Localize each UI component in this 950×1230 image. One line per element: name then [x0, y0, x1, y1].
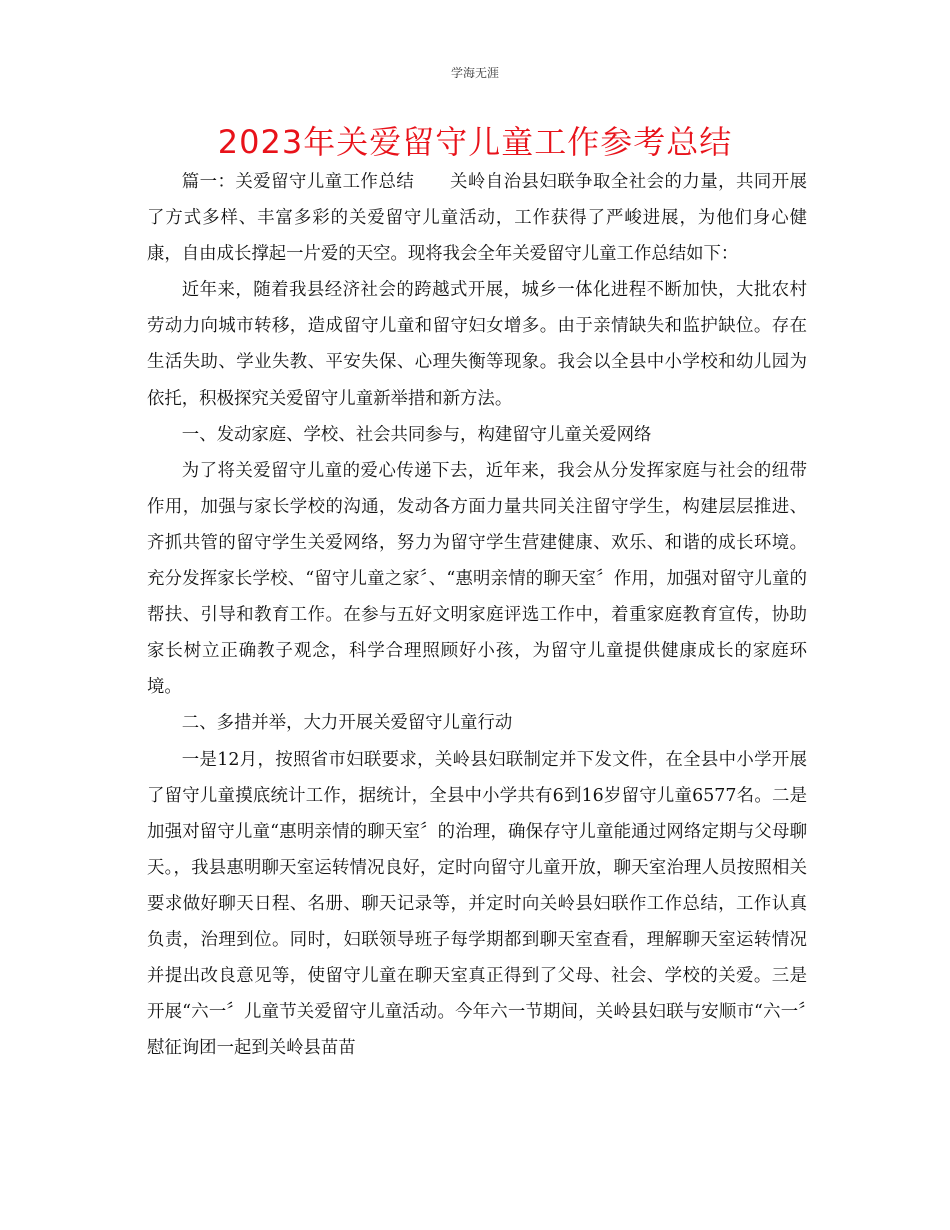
section-heading-2: 二、多措并举，大力开展关爱留守儿童行动 — [181, 713, 513, 734]
section-heading-1: 一、发动家庭、学校、社会共同参与，构建留守儿童关爱网络 — [181, 424, 652, 445]
page-header: 学海无涯 — [450, 66, 499, 80]
paragraph-section-2: 一是12月，按照省市妇联要求，关岭县妇联制定并下发文件，在全县中小学开展了留守儿童摸底统计工作，据统计，全县中小学共有6到16岁留守儿童6577名。二是加强对留守儿童“惠明亲情的聊天室〞的治理，确保存守儿童能通过网络定期与父母聊天。，我县惠明聊天室运转情况良好，定时向留守儿童开放，聊天室治理人员按照相关要求做好聊天日程、名册、聊天记录等，并定时向关岭县妇联作工作总结，工作认真负责，治理到位。同时，妇联领导班子每学期都到聊天室查看，理解聊天室运转情况并提出改良意见等，使留守儿童在聊天室真正得到了父母、社会、学校的关爱。三是开展“六一〞儿童节关爱留守儿童活动。今年六一节期间，关岭县妇联与安顺市“六一〞慰征询团一起到关岭县苗苗 — [147, 749, 807, 1059]
paragraph-section-1: 为了将关爱留守儿童的爱心传递下去，近年来，我会从分发挥家庭与社会的纽带作用，加强与家长学校的沟通，发动各方面力量共同关注留守学生，构建层层推进、齐抓共管的留守学生关爱网络，努力为留守学生营建健康、欢乐、和谐的成长环境。充分发挥家长学校、“留守儿童之家〞、“惠明亲情的聊天室〞作用，加强对留守儿童的帮扶、引导和教育工作。在参与五好文明家庭评选工作中，着重家庭教育宣传，协助家长树立正确教子观念，科学合理照顾好小孩，为留守儿童提供健康成长的家庭环境。 — [147, 460, 807, 698]
document-body — [147, 164, 807, 1066]
paragraph-background: 近年来，随着我县经济社会的跨越式开展，城乡一体化进程不断加快，大批农村劳动力向城市转移，造成留守儿童和留守妇女增多。由于亲情缺失和监护缺位。存在生活失助、学业失教、平安失保、心理失衡等现象。我会以全县中小学校和幼儿园为依托，积极探究关爱留守儿童新举措和新方法。 — [147, 280, 807, 409]
document-title: 2023年关爱留守儿童工作参考总结 — [217, 123, 733, 161]
paragraph-intro: 篇一：关爱留守儿童工作总结 关岭自治县妇联争取全社会的力量，共同开展了方式多样、丰富多彩的关爱留守儿童活动，工作获得了严峻进展，为他们身心健康，自由成长撑起一片爱的天空。现将我会全年关爱留守儿童工作总结如下： — [147, 172, 807, 265]
